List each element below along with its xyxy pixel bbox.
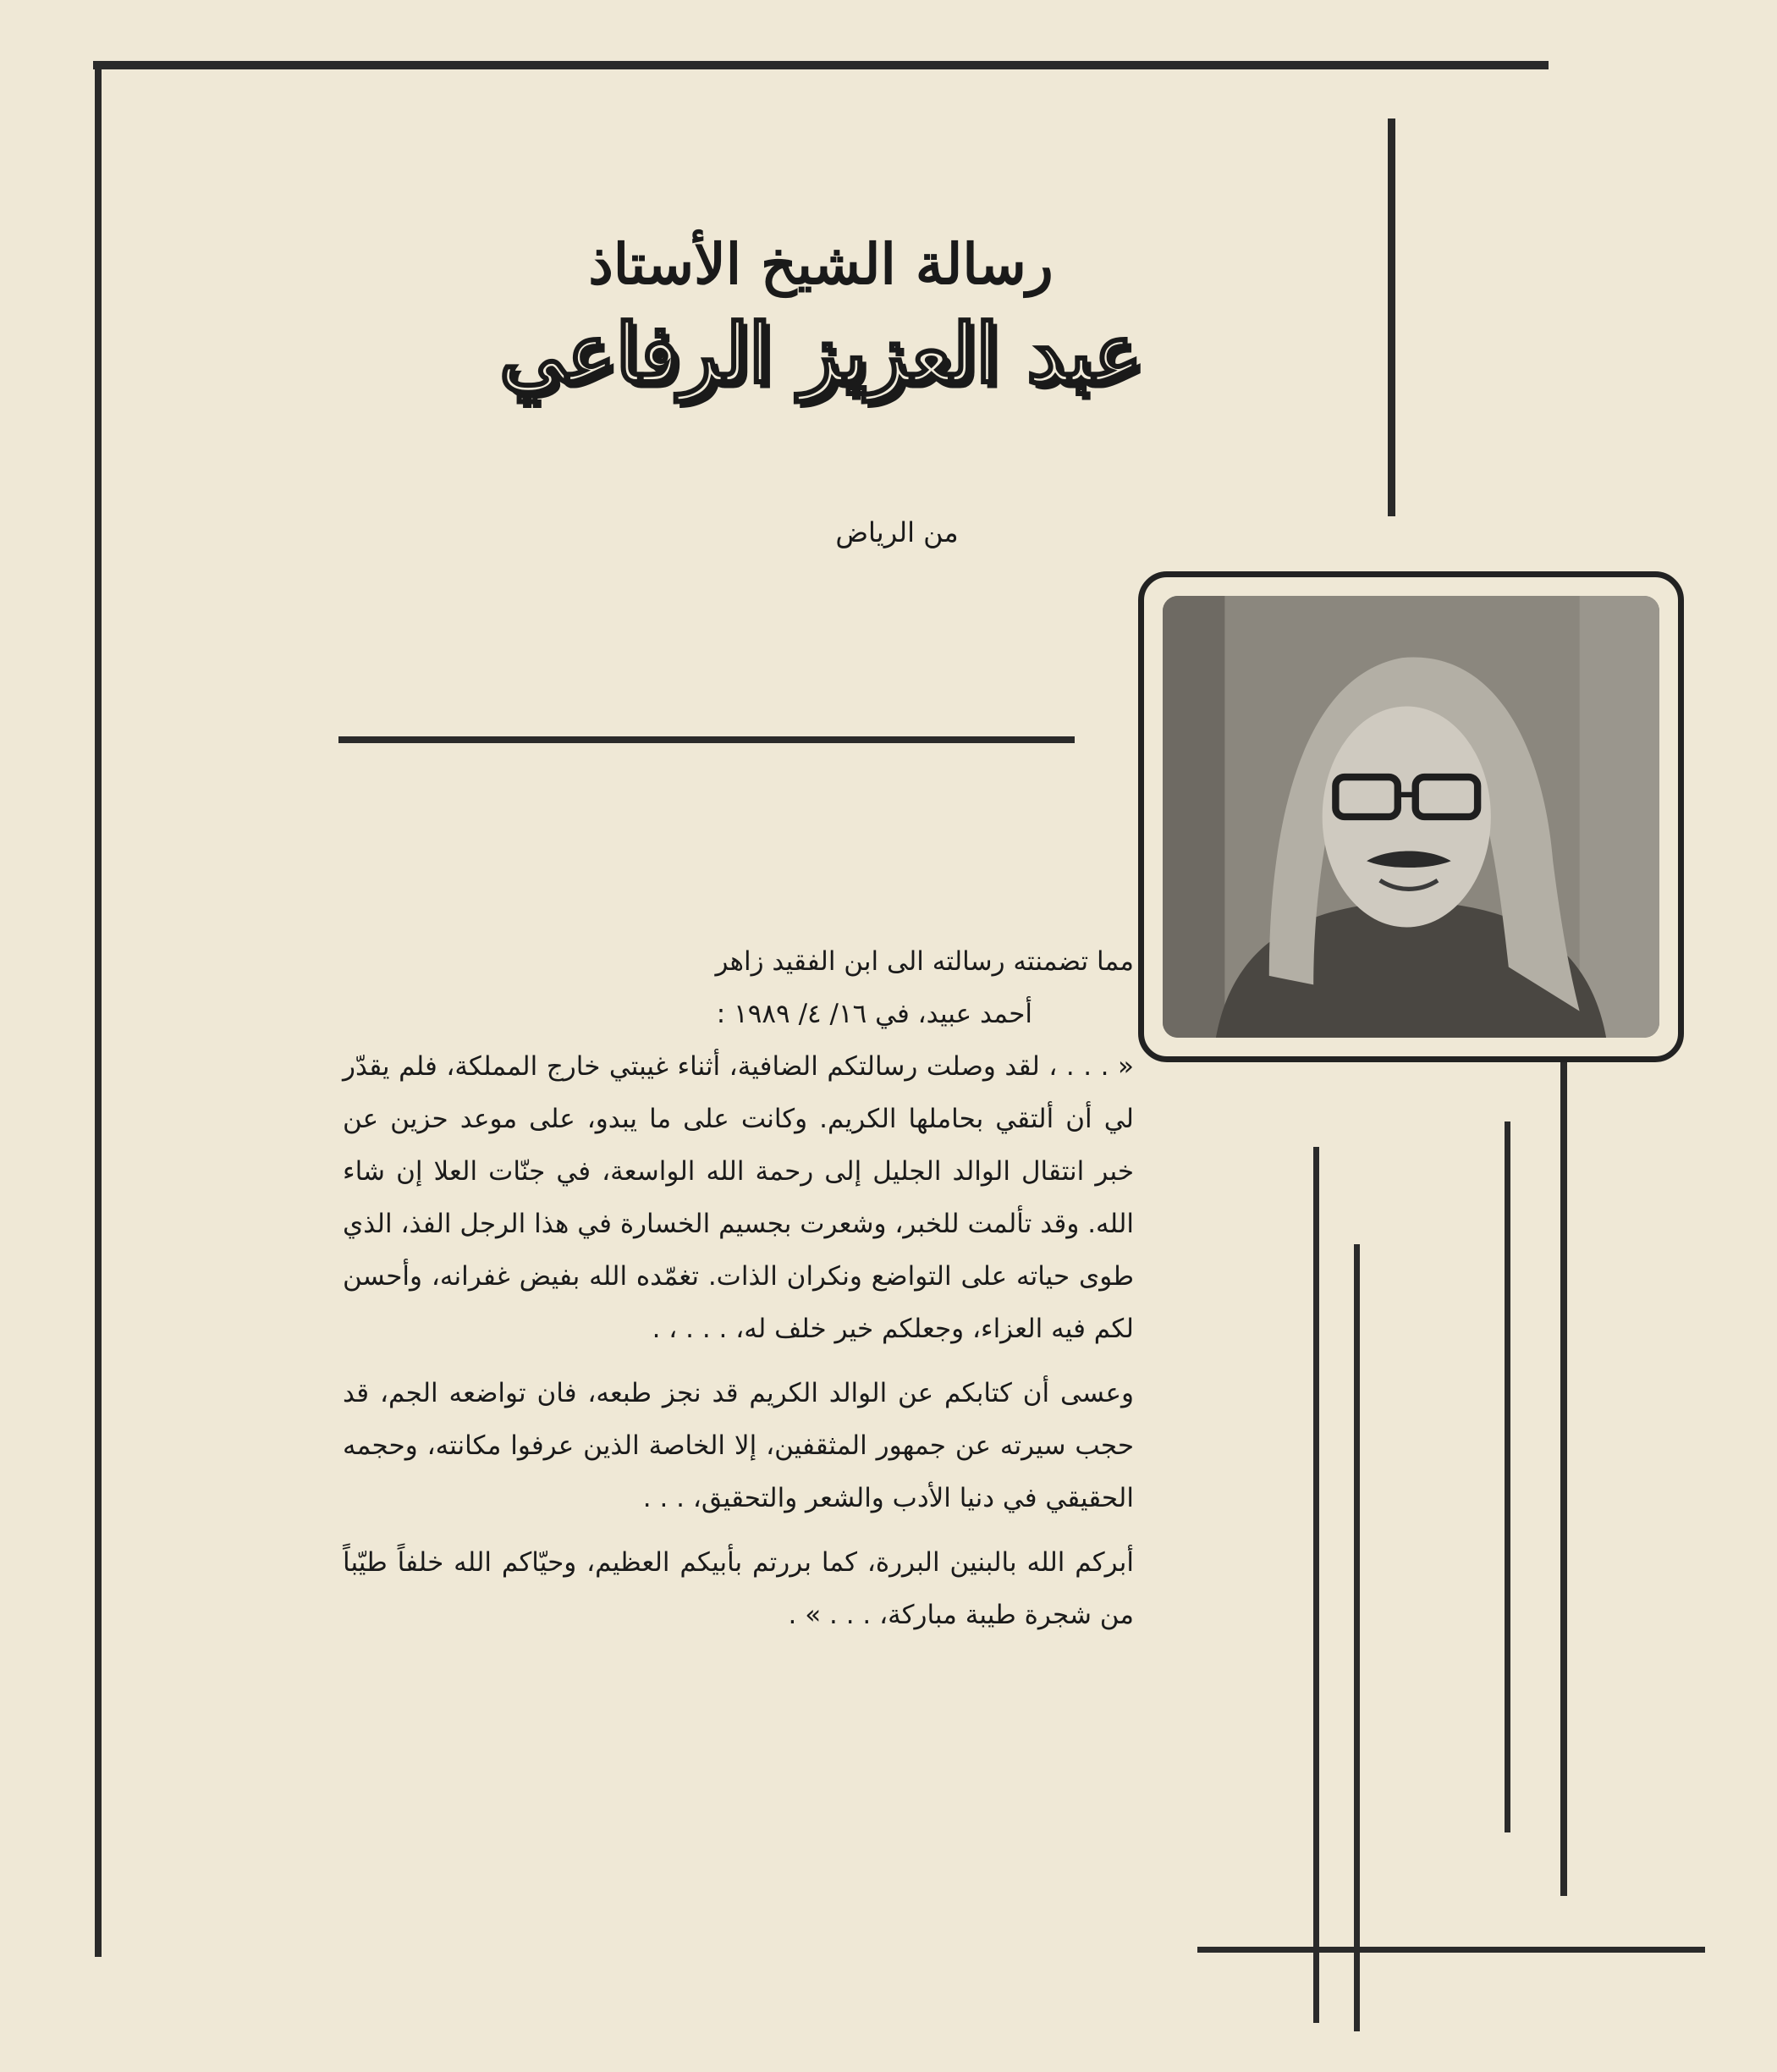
title-block	[474, 229, 1168, 407]
decor-vertical-line-1	[1313, 1147, 1319, 2023]
bottom-decor-line	[1197, 1947, 1705, 1953]
title-line-1: رسالة الشيخ الأستاذ	[588, 231, 1054, 297]
portrait-photo	[1163, 596, 1659, 1038]
location-label: من الرياض	[835, 516, 959, 548]
intro-line-2: أحمد عبيد، في ١٦/ ٤/ ١٩٨٩ :	[716, 999, 1032, 1029]
photo-stem-line	[1560, 1058, 1567, 1896]
intro-line-1: مما تضمنته رسالته الى ابن الفقيد زاهر	[715, 946, 1134, 977]
portrait-frame	[1138, 571, 1684, 1062]
letter-paragraph-2: وعسى أن كتابكم عن الوالد الكريم قد نجز طبعه، فان تواضعه الجم، قد حجب سيرته عن جمهور المثقفين، إلا الخاصة الذين عرفوا مكانته، وحجمه الحقيقي في دنيا الأدب والشعر والتحقيق، . . .	[343, 1378, 1134, 1513]
title-right-vertical-line	[1388, 118, 1395, 516]
letter-body	[343, 935, 1134, 1641]
letter-paragraph-1: « . . . ، لقد وصلت رسالتكم الضافية، أثناء غيبتي خارج المملكة، فلم يقدّر لي أن ألتقي بحاملها الكريم. وكانت على ما يبدو، على موعد حزين عن خبر انتقال الوالد الجليل إلى رحمة الله الواسعة، في جنّات العلا إن شاء الله. وقد تألمت للخبر، وشعرت بجسيم الخسارة في هذا الرجل الفذ، الذي طوى حياته على التواضع ونكران الذات. تغمّده الله بفيض غفرانه، وأحسن لكم فيه العزاء، وجعلكم خير خلف له، . . . ، .	[343, 1051, 1134, 1344]
decor-vertical-line-2	[1354, 1244, 1360, 2031]
title-line-2: عبد العزيز الرفاعي	[499, 305, 1142, 401]
section-divider-line	[338, 736, 1075, 743]
decor-vertical-line-3	[1505, 1121, 1510, 1832]
left-border-line	[95, 61, 102, 1957]
top-border-line	[93, 61, 1549, 69]
letter-paragraph-3: أبركم الله بالبنين البررة، كما بررتم بأبيكم العظيم، وحيّاكم الله خلفاً طيّباً من شجرة طيبة مباركة، . . . » .	[343, 1547, 1134, 1630]
portrait-illustration	[1163, 596, 1659, 1038]
